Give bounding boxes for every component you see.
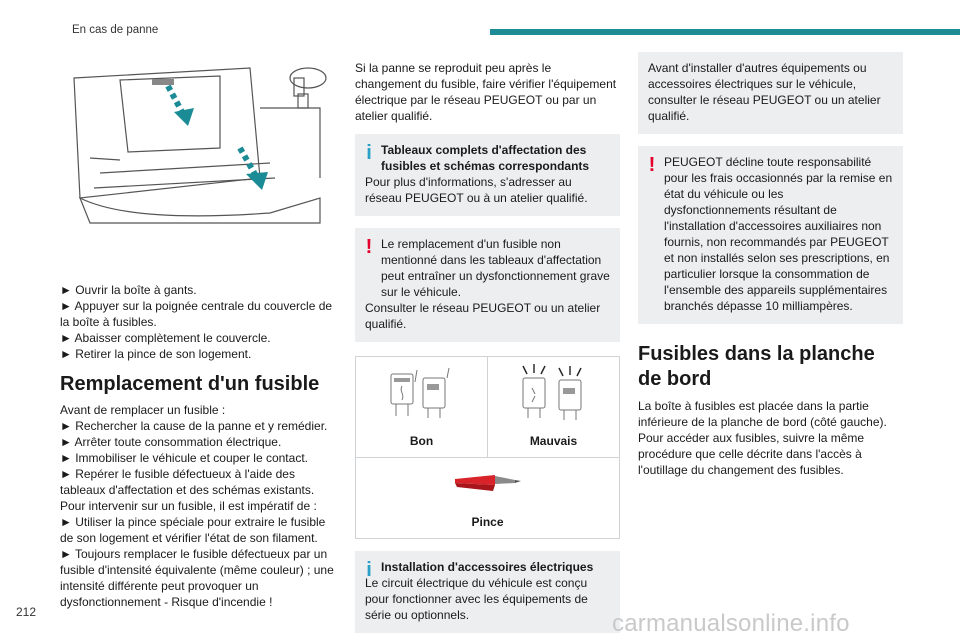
bad-fuse-icon	[517, 362, 591, 422]
section-title-dashboard-fuses: Fusibles dans la planche de bord	[638, 343, 875, 390]
warning-box-liability	[638, 146, 903, 324]
info-box-title: Installation d'accessoires électriques	[381, 560, 594, 574]
info-box-text: Le circuit électrique du véhicule est conçu pour fonctionner avec les équipements de série ou optionnels.	[365, 576, 588, 622]
note-box-accessories	[638, 52, 903, 134]
section-title-replacement: Remplacement d'un fusible	[60, 373, 320, 395]
info-icon: i	[366, 142, 372, 164]
step-lower-cover: ► Abaisser complètement le couvercle.	[60, 331, 271, 345]
info-icon: i	[366, 559, 372, 581]
column-3	[638, 52, 903, 478]
warning-icon: !	[365, 236, 373, 258]
header-accent-bar	[490, 29, 960, 35]
column-2	[355, 60, 620, 633]
recurrence-text: Si la panne se reproduit peu après le changement du fusible, faire vérifier l'équipement électrique par le réseau PEUGEOT ou par un atelier qualifié.	[355, 61, 617, 123]
watermark: carmanualsonline.info	[612, 610, 850, 637]
intro-before-replace: Avant de remplacer un fusible :	[60, 403, 226, 417]
info-box-title: Tableaux complets d'affectation des fusibles et schémas correspondants	[381, 143, 590, 173]
info-box-text: Pour plus d'informations, s'adresser au réseau PEUGEOT ou à un atelier qualifié.	[365, 175, 588, 205]
step-press-handle: ► Appuyer sur la poignée centrale du couvercle de la boîte à fusibles.	[60, 299, 336, 329]
liability-text: PEUGEOT décline toute responsabilité pour les frais occasionnés par la remise en état du véhicule ou les dysfonctionnements résultant de l'installation d'accessoires auxiliaires non fournis, non recommandés par PEUGEOT et non installés selon ses prescriptions, en particulier lorsque la consommation de l'ensemble des appareils supplémentaires branchés dépasse 10 milliampères.	[664, 155, 893, 313]
step-use-pliers: ► Utiliser la pince spéciale pour extraire le fusible de son logement et vérifier l'état de son filament.	[60, 515, 329, 545]
note-text: Avant d'installer d'autres équipements ou accessoires électriques sur le véhicule, consulter le réseau PEUGEOT ou un atelier qualifié.	[648, 61, 881, 123]
warning-icon: !	[648, 154, 656, 176]
good-label: Bon	[409, 434, 434, 448]
page-number: 212	[16, 605, 37, 619]
pliers-icon	[453, 471, 523, 495]
dashboard-fuses-text: La boîte à fusibles est placée dans la partie inférieure de la planche de bord (côté gauche). Pour accéder aux fusibles, suivre la même procédure que celle décrite dans l'accès à l'outillage du changement des fusibles.	[638, 399, 887, 477]
step-replace-equivalent: ► Toujours remplacer le fusible défectueux par un fusible d'intensité équivalente (même couleur) ; une intensité différente peut provoquer un dysfonctionnement - Risque d'incendie !	[60, 547, 338, 609]
pliers-label: Pince	[471, 515, 504, 529]
step-immobilise: ► Immobiliser le véhicule et couper le contact.	[60, 451, 308, 465]
running-header: En cas de panne	[72, 24, 159, 36]
good-fuse-icon	[387, 364, 457, 420]
step-open-glovebox: ► Ouvrir la boîte à gants.	[60, 283, 197, 297]
bad-label: Mauvais	[529, 434, 578, 448]
step-stop-consumption: ► Arrêter toute consommation électrique.	[60, 435, 282, 449]
fuse-comparison-table	[355, 356, 620, 539]
intervene-text: Pour intervenir sur un fusible, il est impératif de :	[60, 499, 317, 513]
warning-text: Le remplacement d'un fusible non mentionné dans les tableaux d'affectation peut entraîner un dysfonctionnement grave sur le véhicule.	[381, 237, 610, 299]
warning-text-2: Consulter le réseau PEUGEOT ou un atelier qualifié.	[365, 301, 601, 331]
warning-box-unlisted-fuse	[355, 228, 620, 342]
step-locate-fuse: ► Repérer le fusible défectueux à l'aide des tableaux d'affectation et des schémas existants.	[60, 467, 315, 497]
glovebox-illustration	[70, 48, 330, 228]
step-find-cause: ► Rechercher la cause de la panne et y remédier.	[60, 419, 328, 433]
info-box-accessories	[355, 551, 620, 633]
column-1	[60, 48, 340, 610]
info-box-fuse-tables	[355, 134, 620, 216]
step-remove-pliers: ► Retirer la pince de son logement.	[60, 347, 252, 361]
